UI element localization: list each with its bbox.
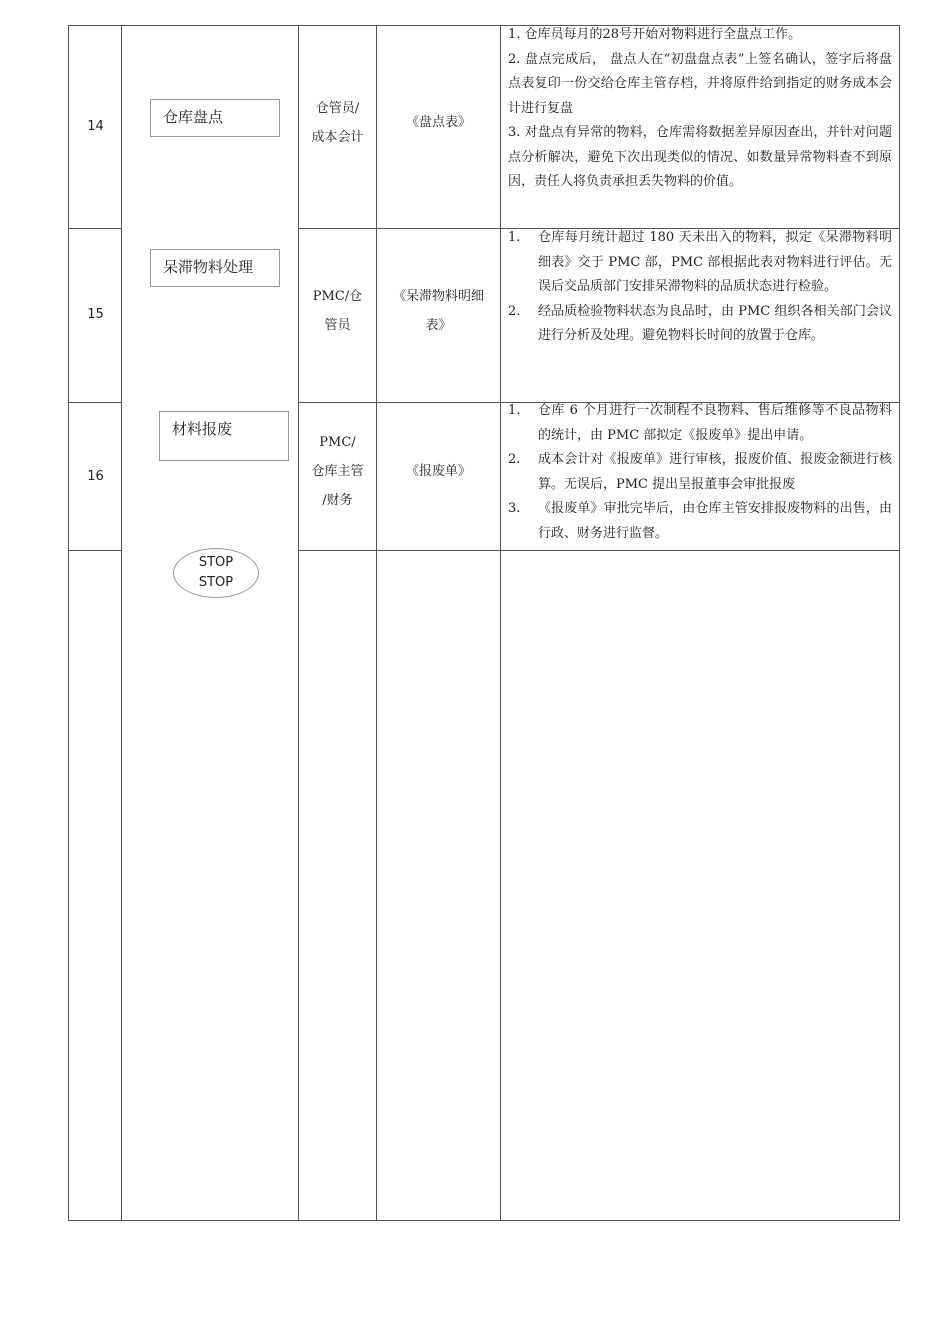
flow-step-box: 呆滞物料处理 <box>150 249 280 287</box>
description-paragraph: 2. 盘点完成后， 盘点人在“初盘盘点表”上签名确认，签字后将盘点表复印一份交给仓库主管存档，并将原件给到指定的财务成本会计进行复盘 <box>508 51 892 116</box>
row-number: 16 <box>87 469 104 484</box>
flow-step-box: 仓库盘点 <box>150 99 280 137</box>
list-item <box>508 226 892 300</box>
role-line: PMC/ <box>319 435 356 450</box>
step-description <box>508 399 892 546</box>
row-divider <box>68 228 122 229</box>
list-text: 成本会计对《报废单》进行审核，报废价值、报废金额进行核算。无误后，PMC 提出呈报董事会审批报废 <box>538 452 892 492</box>
role-line: 管员 <box>324 318 351 333</box>
list-index: 1. <box>508 230 521 245</box>
list-text: 仓库每月统计超过 180 天未出入的物料，拟定《呆滞物料明细表》交于 PMC 部，PMC 部根据此表对物料进行评估。无误后交品质部门安排呆滞物料的品质状态进行检验。 <box>538 230 892 294</box>
list-index: 2. <box>508 452 521 467</box>
column-divider <box>68 25 69 1221</box>
flow-step-box: 材料报废 <box>159 411 289 461</box>
step-description <box>508 226 892 349</box>
description-paragraph: 1. 仓库员每月的28号开始对物料进行全盘点工作。 <box>508 27 802 42</box>
stop-label: STOP <box>198 555 234 570</box>
role-line: 成本会计 <box>311 130 364 145</box>
form-name: 《盘点表》 <box>405 115 471 130</box>
role-line: /财务 <box>322 493 353 508</box>
role-line: 仓管员/ <box>315 101 360 116</box>
step-description <box>508 23 892 195</box>
list-index: 1. <box>508 403 521 418</box>
list-text: 仓库 6 个月进行一次制程不良物料、售后维修等不良品物料的统计，由 PMC 部拟定《报废单》提出申请。 <box>538 403 892 443</box>
form-name <box>377 282 500 340</box>
form-name: 《报废单》 <box>405 464 471 479</box>
form-line: 表》 <box>425 318 452 333</box>
description-paragraph: 3. 对盘点有异常的物料，仓库需将数据差异原因查出，并针对问题点分析解决，避免下次出现类似的情况、如数量异常物料查不到原因，责任人将负责承担丢失物料的价值。 <box>508 125 892 189</box>
column-divider <box>376 25 377 1221</box>
column-divider <box>298 25 299 1221</box>
form-line: 《呆滞物料明细 <box>392 289 484 304</box>
stop-label: STOP <box>198 575 234 590</box>
responsible-role <box>299 282 376 340</box>
row-number: 14 <box>87 119 104 134</box>
column-divider <box>121 25 122 1221</box>
responsible-role <box>299 428 376 515</box>
responsible-role <box>299 94 376 152</box>
list-item <box>508 448 892 497</box>
table-border-bottom <box>68 1220 900 1221</box>
list-index: 2. <box>508 303 521 319</box>
role-line: 仓库主管 <box>311 464 364 479</box>
column-divider <box>899 25 900 1221</box>
column-divider <box>500 25 501 1221</box>
row-divider <box>298 550 900 551</box>
list-index: 3. <box>508 501 521 516</box>
role-line: PMC/仓 <box>312 289 363 304</box>
stop-terminal <box>173 548 259 598</box>
row-number: 15 <box>87 307 104 322</box>
list-text: 《报废单》审批完毕后，由仓库主管安排报废物料的出售，由行政、财务进行监督。 <box>538 501 892 541</box>
list-text: 经品质检验物料状态为良品时，由 PMC 组织各相关部门会议进行分析及处理。避免物料长时间的放置于仓库。 <box>538 303 892 343</box>
list-item <box>508 300 892 349</box>
list-item <box>508 399 892 448</box>
row-divider <box>68 402 122 403</box>
list-item <box>508 497 892 546</box>
row-divider <box>68 550 122 551</box>
